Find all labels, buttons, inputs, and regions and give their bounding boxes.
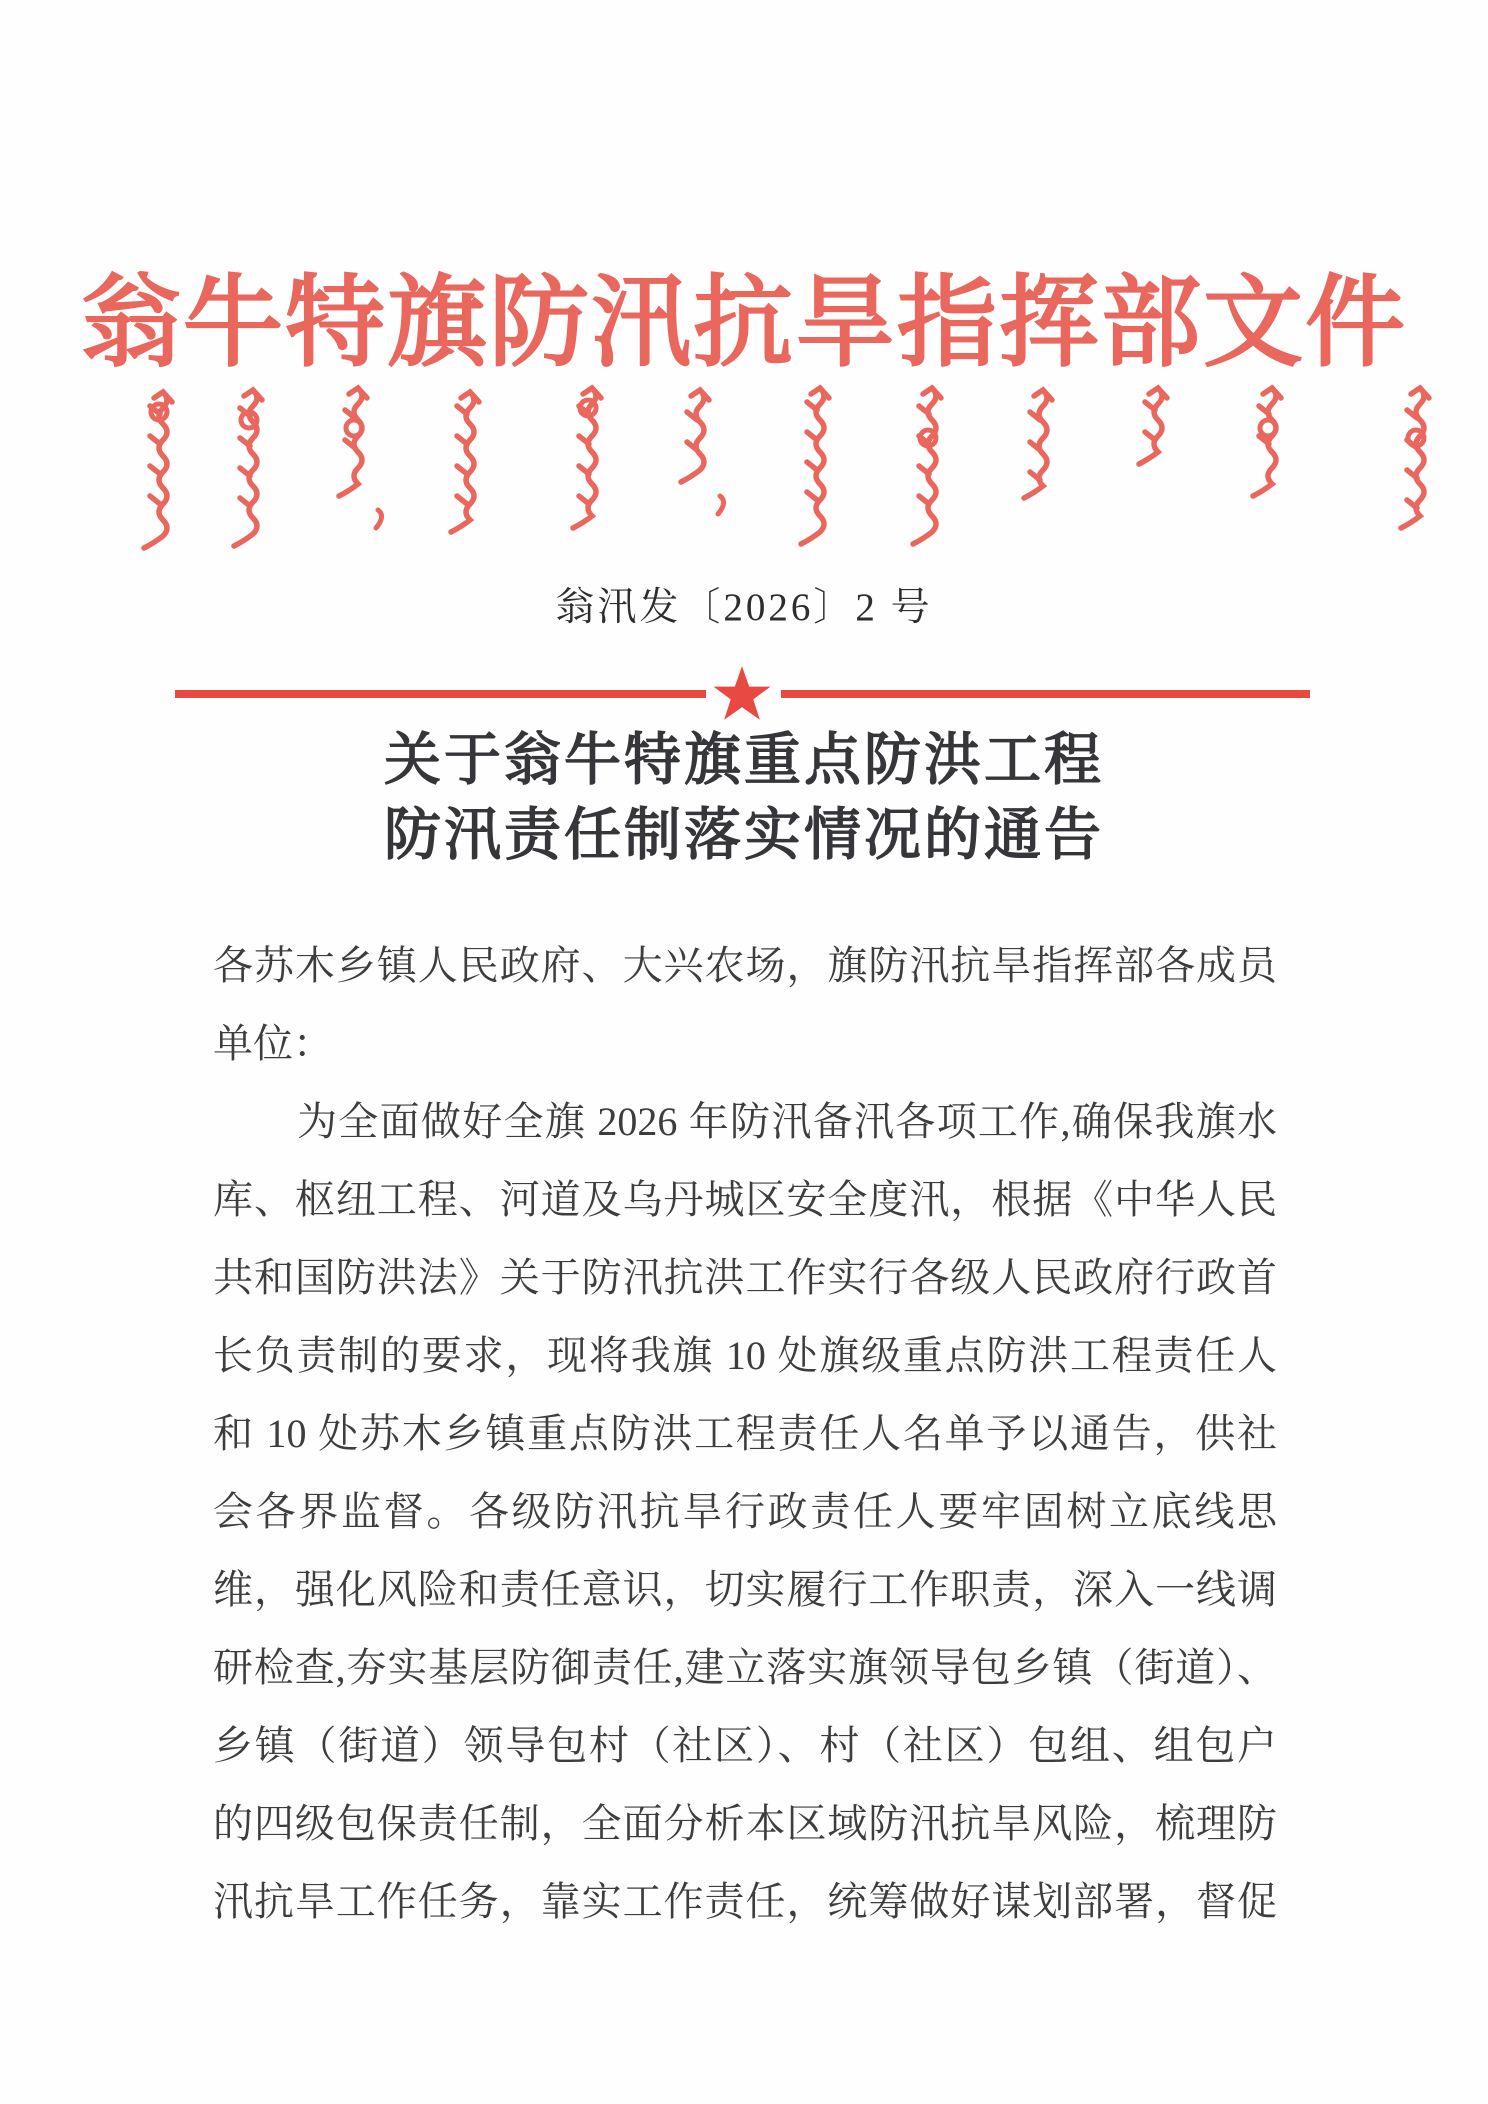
divider-line-left [175, 690, 706, 698]
paragraph-line: 汛抗旱工作任务，靠实工作责任，统筹做好谋划部署，督促 [213, 1879, 1277, 1924]
paragraph-line: 会各界监督。各级防汛抗旱行政责任人要牢固树立底线思 [213, 1489, 1277, 1534]
paragraph-line: 共和国防洪法》关于防汛抗洪工作实行各级人民政府行政首 [213, 1255, 1277, 1300]
paragraph-line: 为全面做好全旗 2026 年防汛备汛各项工作,确保我旗水 [297, 1099, 1277, 1144]
document-number: 翁汛发〔2026〕2 号 [555, 586, 933, 629]
salutation-line: 各苏木乡镇人民政府、大兴农场，旗防汛抗旱指挥部各成员 [213, 943, 1277, 988]
notice-title-line2: 防汛责任制落实情况的通告 [384, 804, 1104, 867]
notice-title-line1: 关于翁牛特旗重点防洪工程 [384, 729, 1104, 792]
paragraph-line: 研检查,夯实基层防御责任,建立落实旗领导包乡镇（街道）、 [213, 1645, 1277, 1690]
salutation-line: 单位： [213, 1021, 333, 1066]
paragraph-line: 库、枢纽工程、河道及乌丹城区安全度汛，根据《中华人民 [213, 1177, 1277, 1222]
letterhead-title: 翁牛特旗防汛抗旱指挥部文件 [81, 268, 1407, 379]
paragraph-line: 的四级包保责任制，全面分析本区域防汛抗旱风险，梳理防 [213, 1801, 1277, 1846]
paragraph-line: 乡镇（街道）领导包村（社区）、村（社区）包组、组包户 [213, 1723, 1277, 1768]
paragraph-line: 长负责制的要求，现将我旗 10 处旗级重点防洪工程责任人 [213, 1333, 1277, 1378]
divider-line-right [781, 690, 1310, 698]
paragraph-line: 维，强化风险和责任意识，切实履行工作职责，深入一线调 [213, 1567, 1277, 1612]
paragraph-line: 和 10 处苏木乡镇重点防洪工程责任人名单予以通告，供社 [213, 1411, 1277, 1456]
